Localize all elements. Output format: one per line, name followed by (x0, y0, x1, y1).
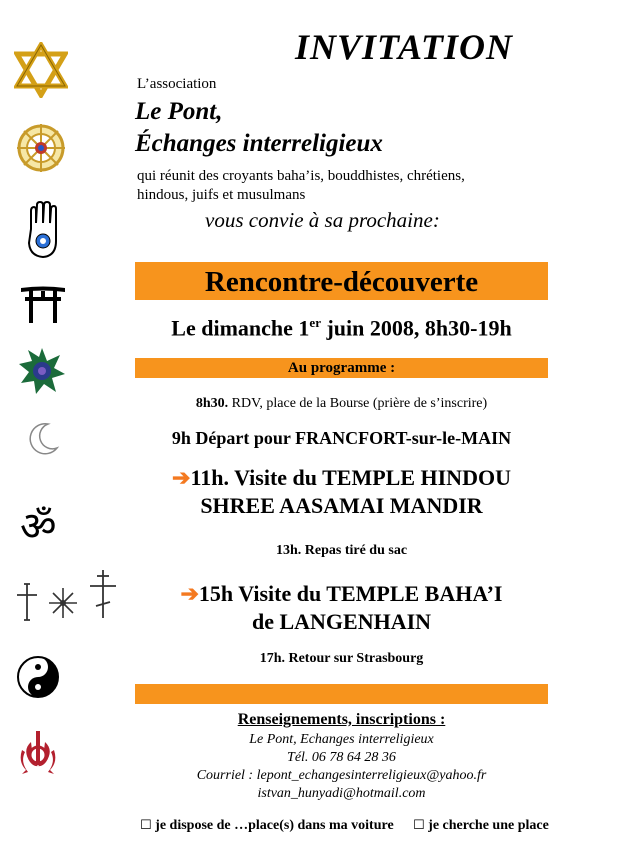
arrow-right-icon: ➔ (180, 581, 199, 606)
programme-visit-bahai-temple: ➔15h Visite du TEMPLE BAHA’I de LANGENHAIN (180, 581, 503, 634)
religious-symbols-column (0, 0, 130, 864)
separator-band (135, 684, 548, 704)
event-title: Rencontre-découverte (204, 266, 479, 298)
programme-retour: 17h. Retour sur Strasbourg (259, 651, 424, 666)
contact-title: Renseignements, inscriptions : (237, 711, 446, 728)
checkbox-icon[interactable]: ☐ (413, 818, 425, 833)
crosses-icon (14, 568, 124, 624)
bahai-star-icon (18, 347, 66, 395)
association-description: qui réunit des croyants baha’is, bouddhistes, chrétiens, hindous, juifs et musulmans (137, 168, 465, 203)
programme-depart: 9h Départ pour FRANCFORT-sur-le-MAIN (171, 428, 512, 448)
checkbox-icon[interactable]: ☐ (140, 818, 152, 833)
contact-email: Courriel : lepont_echangesinterreligieux@yahoo.fr (196, 768, 487, 783)
association-prefix: L’association (137, 76, 217, 92)
torii-icon (20, 284, 66, 324)
option-have-car[interactable]: ☐ je dispose de …place(s) dans ma voiture (140, 818, 394, 833)
star-of-david-icon (14, 42, 68, 98)
jain-hand-icon (26, 201, 58, 259)
yin-yang-icon (16, 655, 60, 699)
event-title-band (135, 262, 548, 300)
option-need-place[interactable]: ☐ je cherche une place (413, 818, 549, 833)
association-name-line2: Échanges interreligieux (135, 130, 383, 157)
arrow-right-icon: ➔ (172, 465, 191, 490)
invitation-phrase: vous convie à sa prochaine: (205, 208, 440, 232)
page-title: INVITATION (295, 27, 514, 67)
svg-text:ॐ: ॐ (20, 504, 57, 546)
contact-email-2: istvan_hunyadi@hotmail.com (257, 786, 426, 801)
event-date: Le dimanche 1er juin 2008, 8h30-19h (171, 315, 512, 341)
khanda-icon (16, 730, 60, 776)
contact-line1: Le Pont, Echanges interreligieux (249, 732, 434, 747)
om-icon (18, 500, 68, 546)
crescent-icon (24, 421, 60, 457)
programme-visit-hindu-temple: ➔11h. Visite du TEMPLE HINDOU SHREE AASAMAI MANDIR (172, 465, 511, 518)
programme-label: Au programme : (287, 360, 396, 376)
dharma-wheel-icon (14, 121, 68, 175)
contact-phone: Tél. 06 78 64 28 36 (287, 750, 396, 765)
association-name-line1: Le Pont, (135, 98, 223, 125)
programme-rdv: 8h30. RDV, place de la Bourse (prière de s’inscrire) (195, 396, 488, 411)
programme-repas: 13h. Repas tiré du sac (275, 543, 408, 558)
programme-band (135, 358, 548, 378)
invitation-content (130, 0, 621, 864)
